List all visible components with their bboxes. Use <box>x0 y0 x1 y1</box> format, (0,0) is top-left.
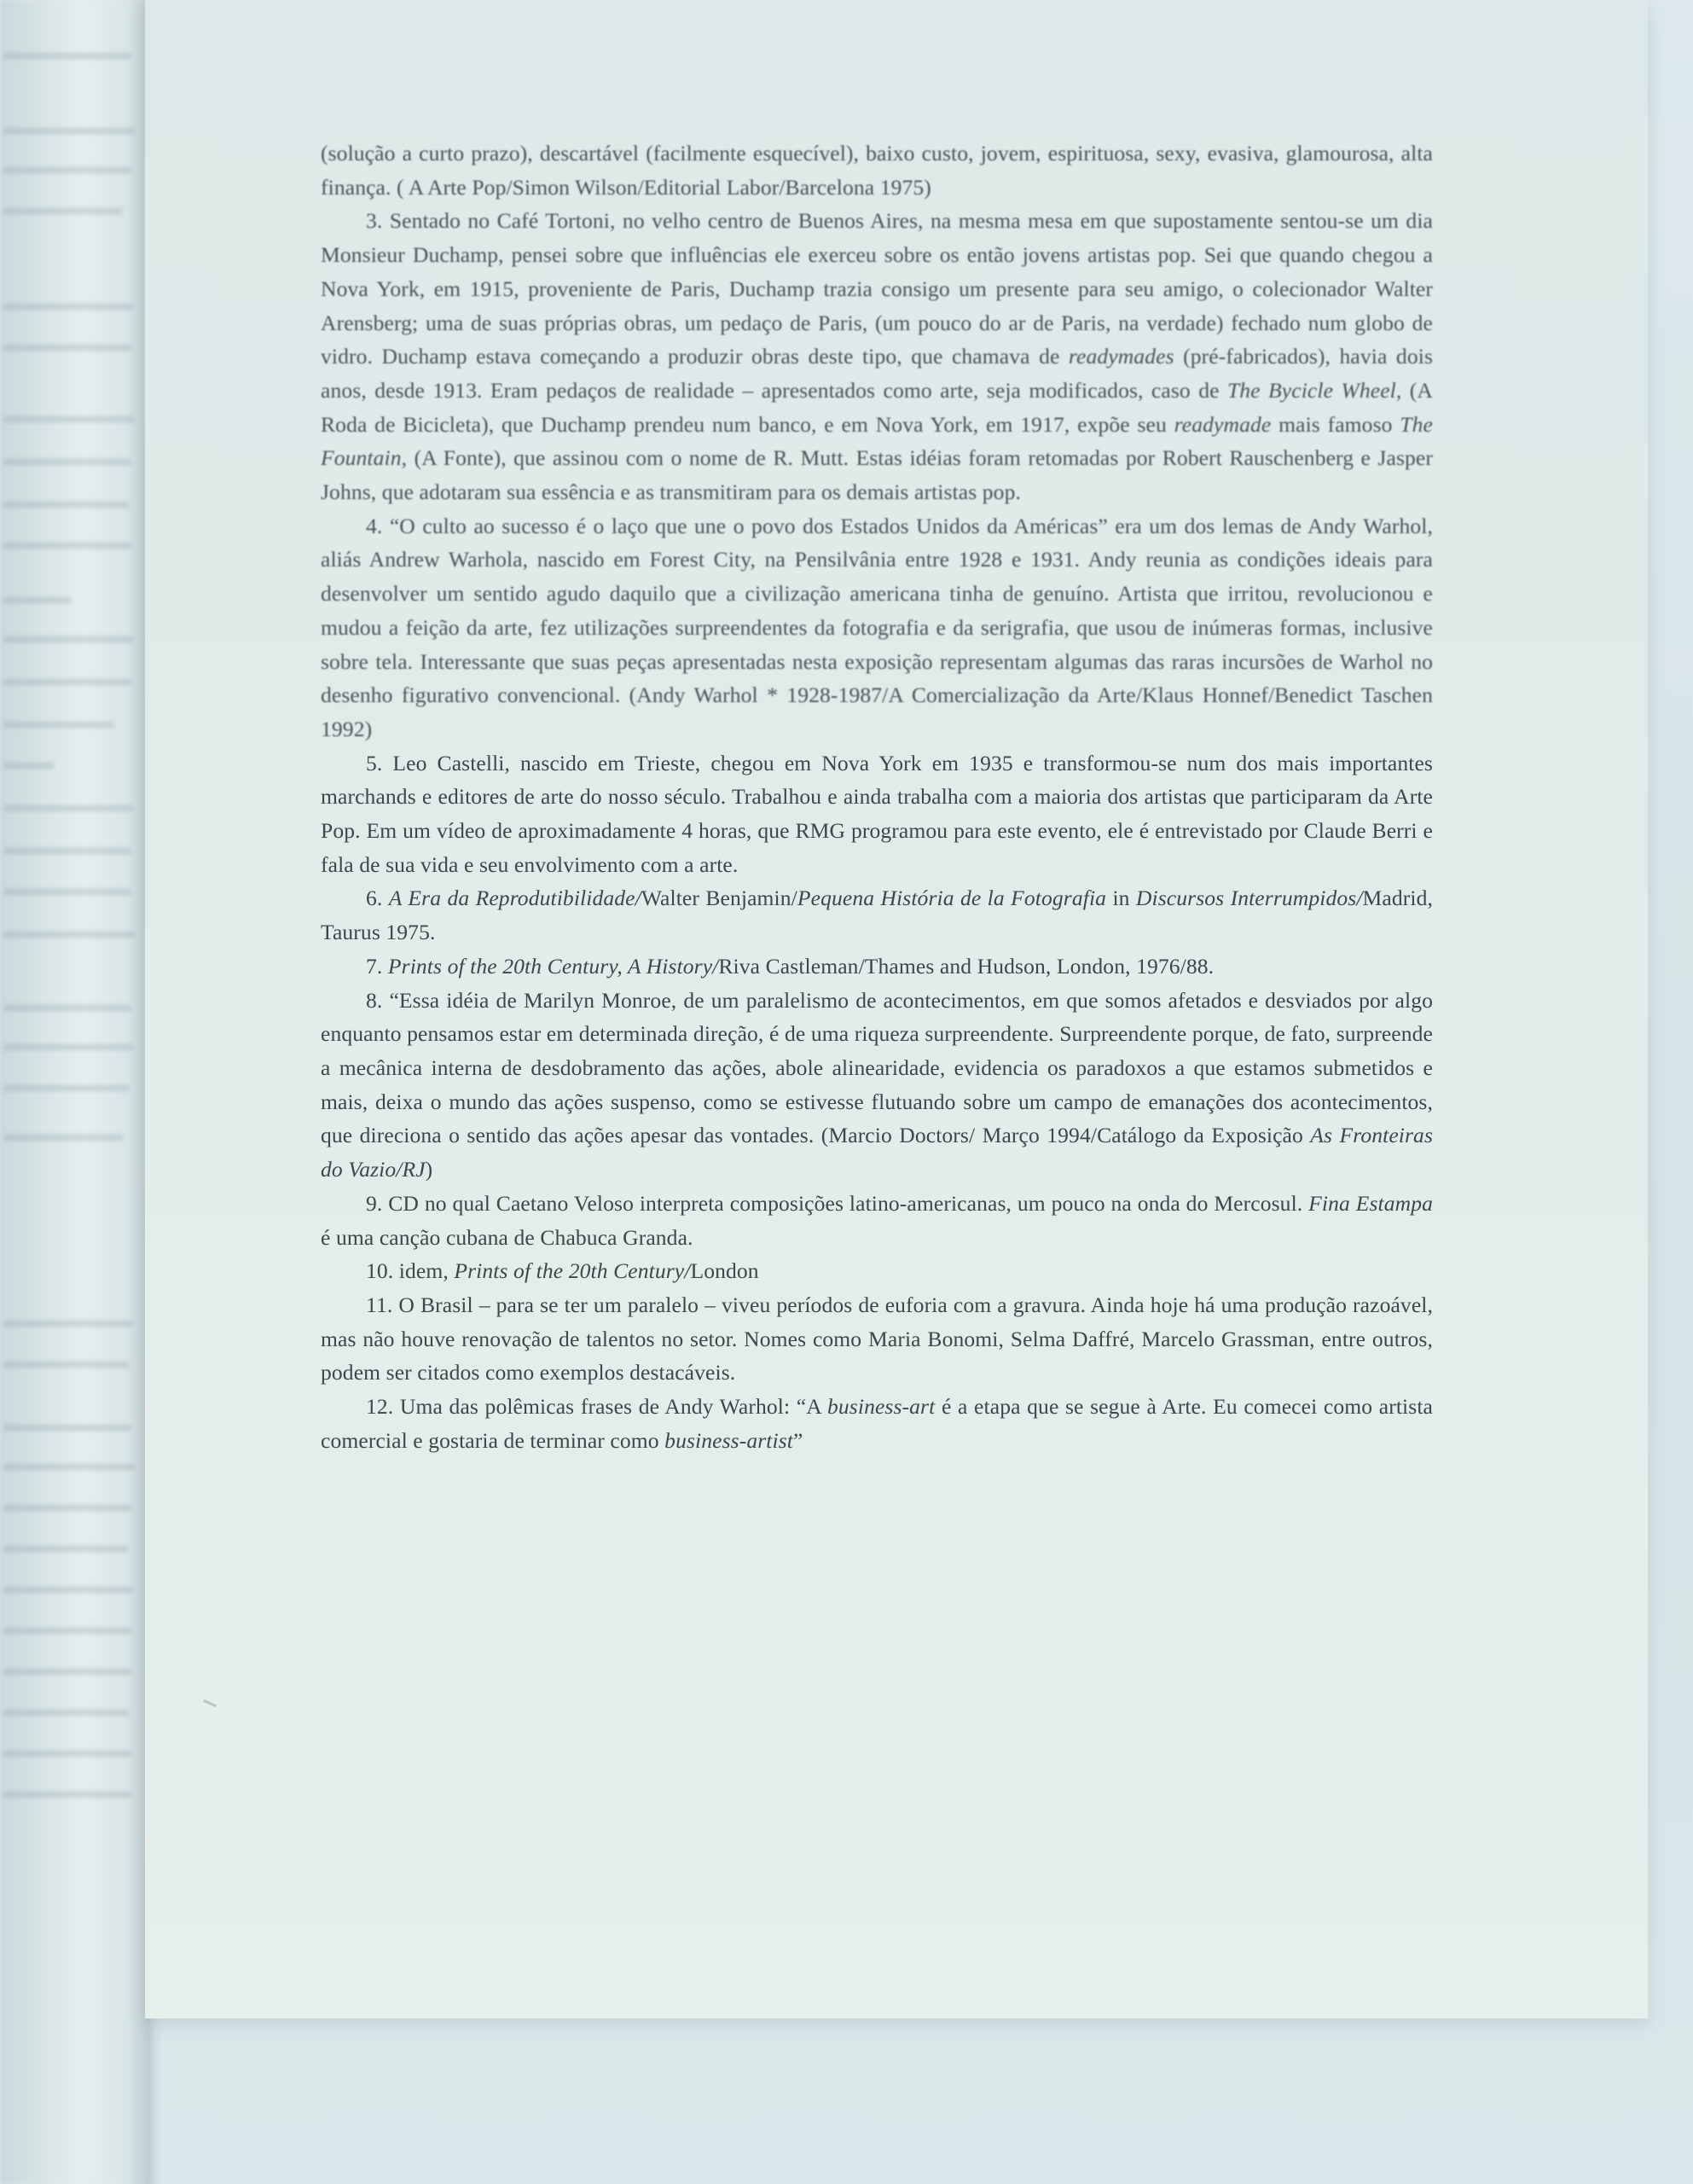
italic-title-text: The Bycicle Wheel, <box>1226 377 1402 403</box>
italic-title-text: readymades <box>1068 344 1174 369</box>
italic-title-text: business-artist <box>664 1427 793 1453</box>
note-text: 12. Uma das polêmicas frases de Andy Warhol: “A <box>366 1394 827 1420</box>
note-text: 7. <box>366 953 388 979</box>
note-text: London <box>690 1258 759 1284</box>
note-paragraph-p5 <box>321 746 1433 882</box>
note-text: é uma canção cubana de Chabuca Granda. <box>321 1224 693 1250</box>
note-text: (A Fonte), que assinou com o nome de R. Mutt. Estas idéias foram retomadas por Robert Rauschenberg e Jasper Johns, que adotaram sua essência e as transmitiram para os demais artistas pop. <box>321 445 1433 505</box>
note-paragraph-p11 <box>321 1288 1433 1390</box>
note-text: Madrid, Taurus 1975. <box>321 886 1433 945</box>
note-text: é a etapa que se segue à Arte. Eu comecei como artista comercial e gostaria de terminar como <box>321 1394 1433 1453</box>
note-text: (A Roda de Bicicleta), que Duchamp prendeu num banco, e em Nova York, em 1917, expõe seu <box>321 377 1433 437</box>
notes-text-block <box>321 136 1433 1457</box>
note-text: 9. CD no qual Caetano Veloso interpreta composições latino-americanas, um pouco na onda do Mercosul. <box>366 1190 1309 1216</box>
italic-title-text: As Fronteiras do Vazio/RJ <box>321 1123 1434 1182</box>
note-paragraph-p9 <box>321 1187 1433 1254</box>
note-text: 3. Sentado no Café Tortoni, no velho centro de Buenos Aires, na mesma mesa em que supostamente sentou-se um dia Monsieur Duchamp, pensei sobre que influências ele exerceu sobre os então jovens artistas pop. Sei que quando chegou a Nova York, em 1915, proveniente de Paris, Duchamp trazia consigo um presente para seu amigo, o colecionador Walter Arensberg; uma de suas próprias obras, um pedaço de Paris, (um pouco do ar de Paris, na verdade) fechado num globo de vidro. Duchamp estava começando a produzir obras deste tipo, que chamava de <box>321 208 1433 369</box>
note-paragraph-p6 <box>321 881 1433 949</box>
italic-title-text: readymade <box>1174 411 1272 437</box>
note-text: ” <box>793 1427 803 1453</box>
note-text: 11. O Brasil – para se ter um paralelo – viveu períodos de euforia com a gravura. Ainda hoje há uma produção razoável, mas não houve renovação de talentos no setor. Nomes como Maria Bonomi, Selma Daffré, Marcelo Grassman, entre outros, podem ser citados como exemplos destacáveis. <box>321 1292 1433 1385</box>
note-paragraph-p4 <box>321 509 1433 746</box>
note-text: 6. <box>366 886 389 911</box>
italic-title-text: business-art <box>827 1394 936 1420</box>
note-paragraph-p3 <box>321 204 1433 508</box>
note-paragraph-p10 <box>321 1254 1433 1288</box>
note-paragraph-p2-cont <box>321 136 1433 204</box>
italic-title-text: Fina Estampa <box>1308 1190 1434 1216</box>
note-paragraph-p7 <box>321 950 1433 984</box>
italic-title-text: A Era da Reprodutibilidade/ <box>388 886 641 911</box>
italic-title-text: Prints of the 20th Century/ <box>454 1258 691 1284</box>
note-text: 5. Leo Castelli, nascido em Trieste, chegou em Nova York em 1935 e transformou-se num dos mais importantes marchands e editores de arte do nosso século. Trabalhou e ainda trabalha com a maioria dos artistas que participaram da Arte Pop. Em um vídeo de aproximadamente 4 horas, que RMG programou para este evento, ele é entrevistado por Claude Berri e fala de sua vida e seu envolvimento com a arte. <box>321 750 1433 877</box>
note-text: Riva Castleman/Thames and Hudson, London, 1976/88. <box>718 953 1215 979</box>
italic-title-text: Pequena História de la Fotografia <box>797 886 1107 911</box>
note-text: ) <box>425 1157 433 1182</box>
italic-title-text: Prints of the 20th Century, A History/ <box>387 953 719 979</box>
note-text: (solução a curto prazo), descartável (facilmente esquecível), baixo custo, jovem, espirituosa, sexy, evasiva, glamourosa, alta finança. ( A Arte Pop/Simon Wilson/Editorial Labor/Barcelona 1975) <box>321 141 1433 200</box>
note-text: (pré-fabricados), havia dois anos, desde 1913. Eram pedaços de realidade – apresentados como arte, seja modificados, caso de <box>321 344 1433 403</box>
note-text: 10. idem, <box>366 1258 455 1284</box>
note-text: in <box>1106 886 1136 911</box>
note-paragraph-p12 <box>321 1390 1433 1457</box>
italic-title-text: The Fountain, <box>321 411 1433 471</box>
note-text: Walter Benjamin/ <box>641 886 797 911</box>
note-text: mais famoso <box>1271 411 1400 437</box>
note-text: 4. “O culto ao sucesso é o laço que une o povo dos Estados Unidos da Américas” era um dos lemas de Andy Warhol, aliás Andrew Warhola, nascido em Forest City, na Pensilvânia entre 1928 e 1931. Andy reunia as condições ideais para desenvolver um sentido agudo daquilo que a civilização americana tinha de genuíno. Artista que irritou, revolucionou e mudou a feição da arte, fez utilizações surpreendentes da fotografia e da serigrafia, que usou de inúmeras formas, inclusive sobre tela. Interessante que suas peças apresentadas nesta exposição representam algumas das raras incursões de Warhol no desenho figurativo convencional. (Andy Warhol * 1928-1987/A Comercialização da Arte/Klaus Honnef/Benedict Taschen 1992) <box>321 513 1433 741</box>
note-paragraph-p8 <box>321 984 1433 1187</box>
italic-title-text: Discursos Interrumpidos/ <box>1135 886 1363 911</box>
note-text: 8. “Essa idéia de Marilyn Monroe, de um paralelismo de acontecimentos, em que somos afetados e desviados por algo enquanto pensamos estar em determinada direção, é de uma riqueza surpreendente. Surpreendente porque, de fato, surpreende a mecânica interna de desdobramento das ações, abole alinearidade, evidencia os paradoxos a que estamos submetidos e mais, deixa o mundo das ações suspenso, como se estivesse flutuando sobre um campo de emanações dos acontecimentos, que direciona o sentido das ações apesar das vontades. (Marcio Doctors/ Março 1994/Catálogo da Exposição <box>321 987 1433 1148</box>
